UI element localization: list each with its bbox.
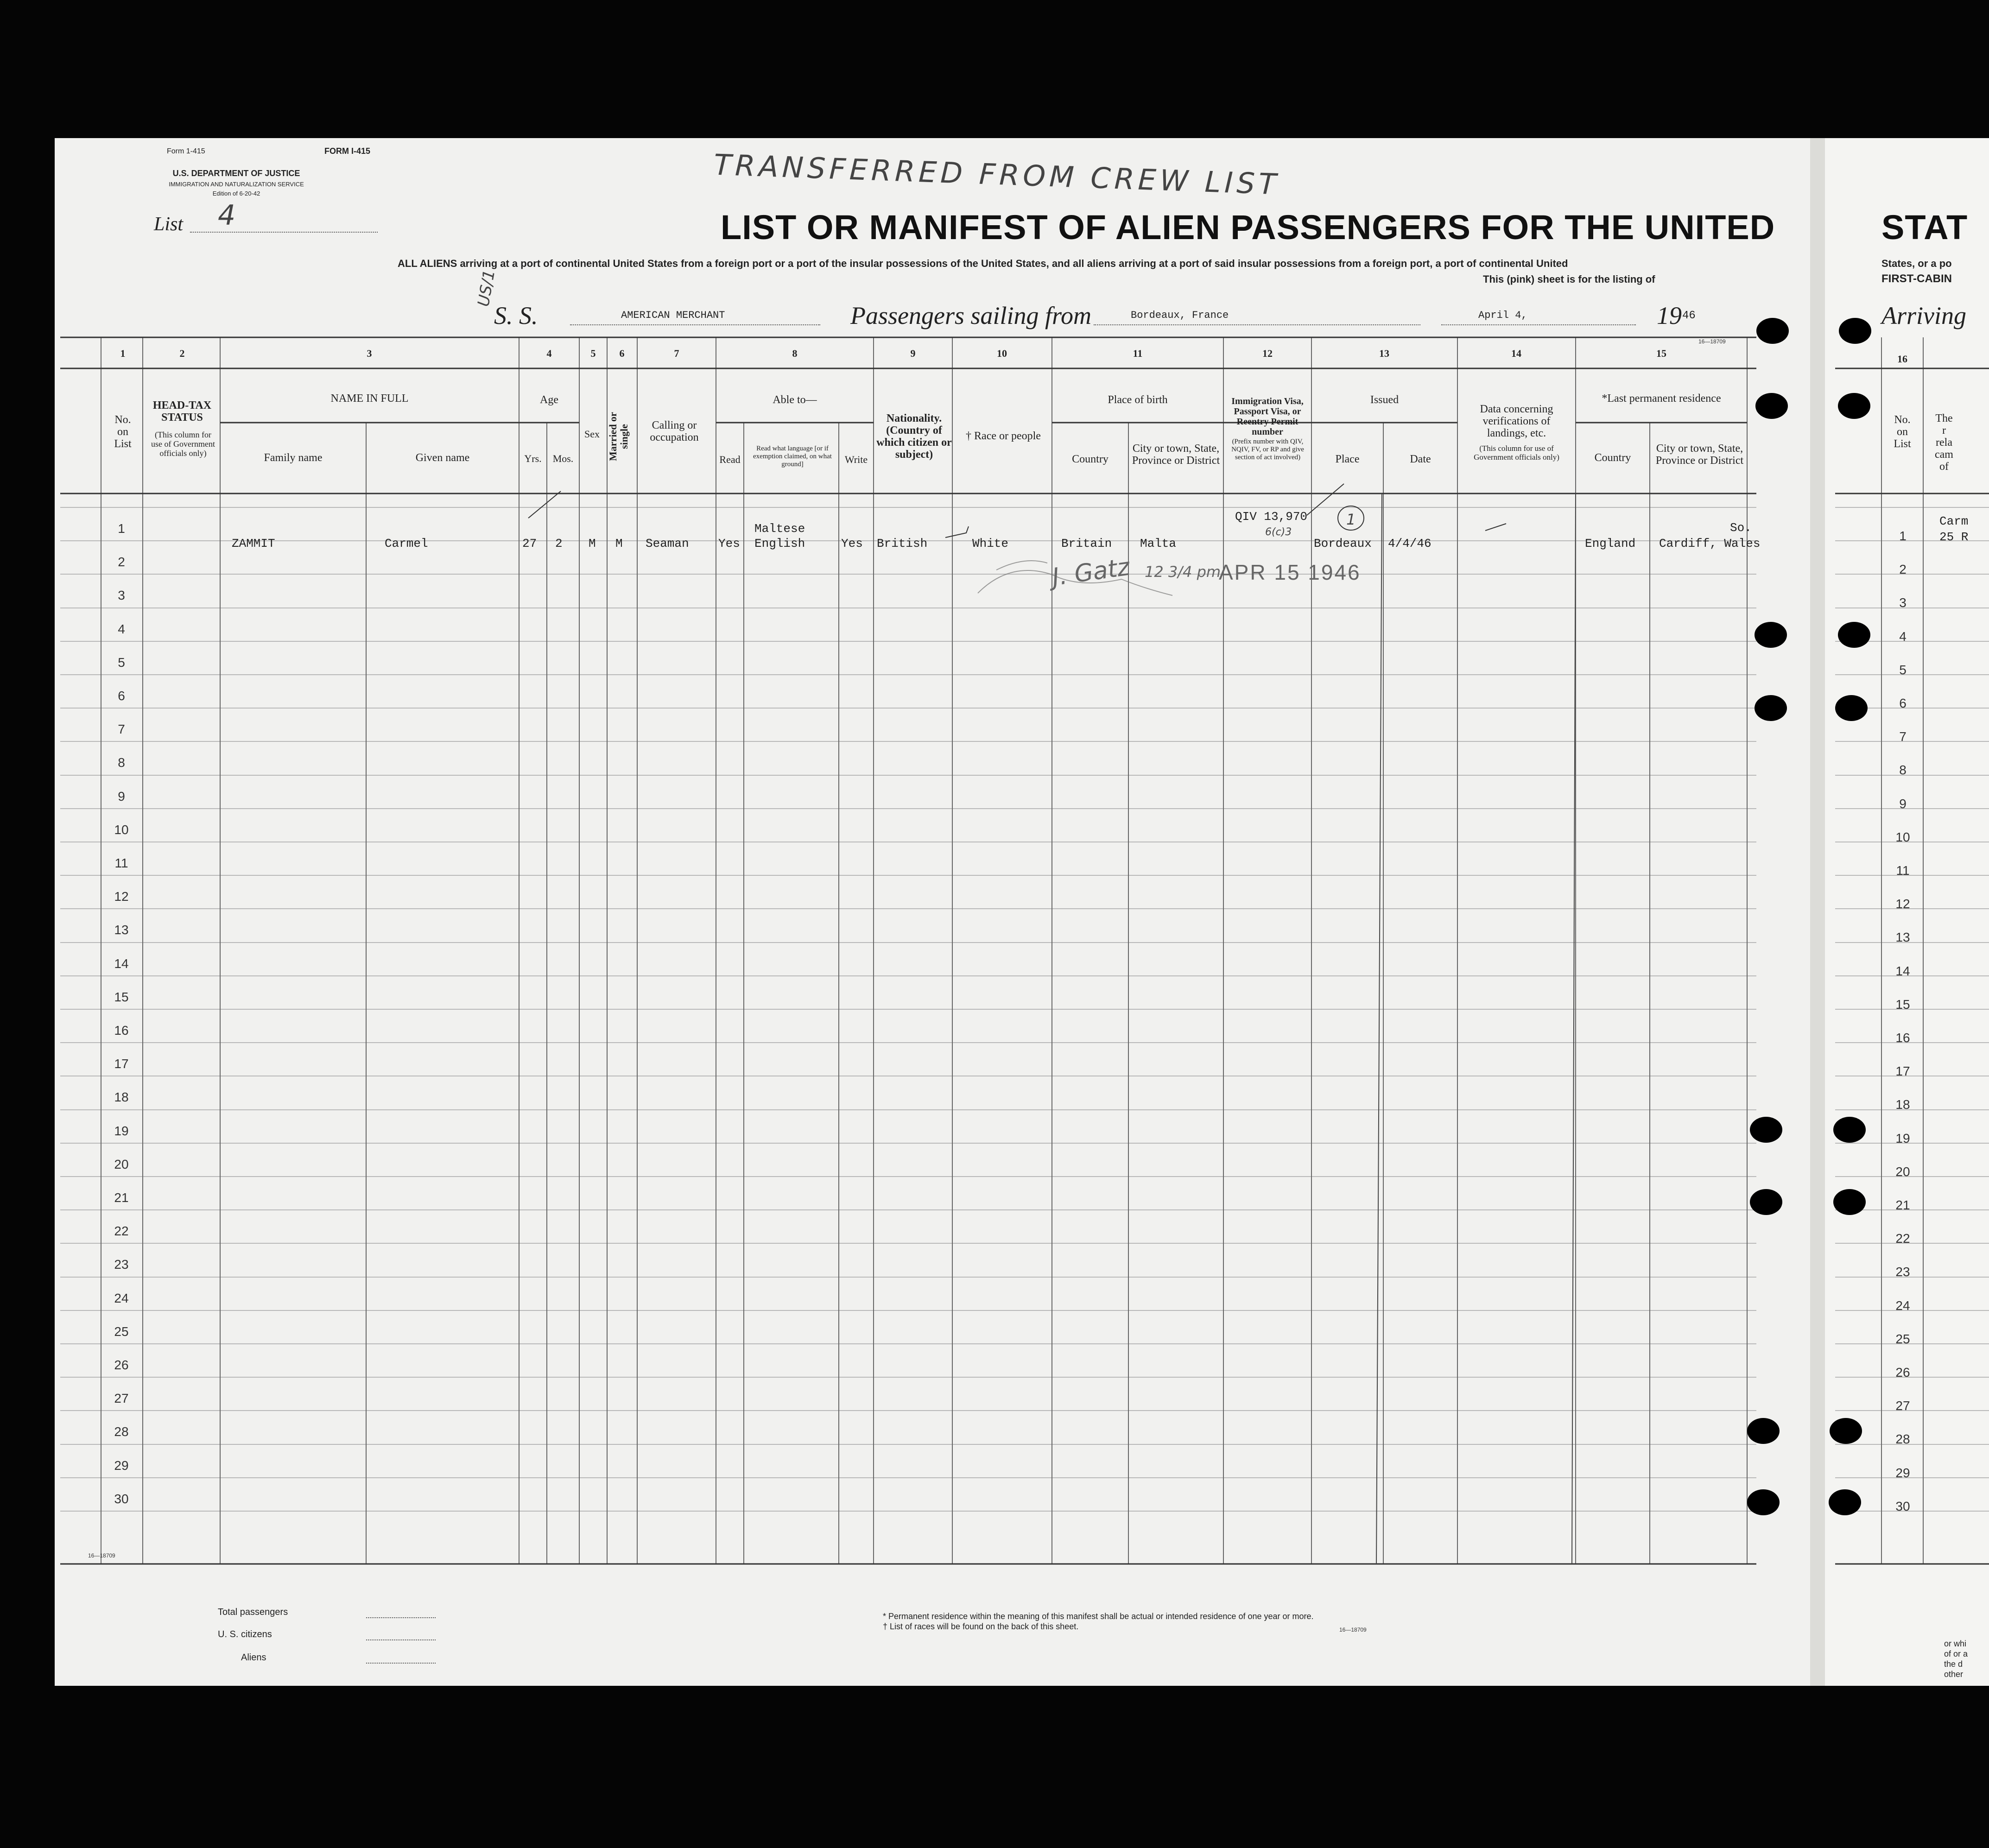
form-number: FORM I-415 — [324, 146, 371, 156]
edition: Edition of 6-20-42 — [212, 190, 260, 197]
passenger-nationality: British — [877, 537, 928, 551]
row-number: 16 — [1895, 1031, 1910, 1045]
passenger-issued-date: 4/4/46 — [1388, 537, 1432, 551]
row-number: 8 — [118, 755, 125, 770]
column-number: 4 — [546, 348, 552, 359]
next-page-footer-line: other — [1944, 1670, 1964, 1679]
passenger-birth-country: Britain — [1061, 537, 1112, 551]
table-print-code: 16—18709 — [88, 1552, 115, 1559]
header-name-in-full: NAME IN FULL — [330, 392, 409, 405]
row-number: 25 — [1895, 1332, 1910, 1346]
passenger-language2: English — [754, 537, 805, 551]
header-married: Married or single — [607, 412, 630, 461]
sailing-date: April 4, — [1478, 310, 1527, 321]
header-issued: Issued — [1370, 394, 1399, 406]
column-number: 15 — [1656, 348, 1666, 359]
header-last-residence: *Last permanent residence — [1602, 392, 1721, 405]
column-number: 6 — [619, 348, 625, 359]
row-number: 30 — [1895, 1499, 1910, 1513]
print-code: 16—18709 — [1698, 338, 1726, 345]
passenger-race: White — [972, 537, 1009, 551]
manifest-title: LIST OR MANIFEST OF ALIEN PASSENGERS FOR THE UNITED — [721, 208, 1775, 247]
header-birth-country: Country — [1072, 453, 1109, 465]
row-number: 26 — [114, 1358, 129, 1372]
inspection-date-stamp: APR 15 1946 — [1219, 560, 1361, 584]
row-number: 6 — [1899, 696, 1907, 710]
passenger-res-country: England — [1585, 537, 1636, 551]
inspector-signature: J. Gatz — [1050, 553, 1132, 592]
row-number: 9 — [1899, 797, 1907, 811]
sailing-label: Passengers sailing from — [850, 302, 1092, 329]
header-family-name: Family name — [264, 452, 323, 464]
ship-name: AMERICAN MERCHANT — [621, 310, 725, 321]
column-number: 14 — [1511, 348, 1521, 359]
punch-hole — [1755, 622, 1787, 648]
punch-hole — [1833, 1117, 1866, 1143]
punch-hole — [1747, 1418, 1780, 1444]
inspection-time: 12 3/4 pm — [1145, 563, 1221, 581]
row-number: 14 — [1895, 964, 1910, 978]
header-calling: Calling or occupation — [650, 419, 699, 443]
row-number: 18 — [114, 1090, 129, 1104]
header-res-country: Country — [1594, 452, 1631, 464]
punch-hole — [1756, 318, 1789, 344]
punch-hole — [1829, 1489, 1861, 1515]
header-sex: Sex — [584, 428, 600, 440]
header-birth-city: City or town, State, Province or District — [1132, 443, 1220, 467]
passenger-language1: Maltese — [754, 522, 805, 536]
row-number: 9 — [118, 789, 125, 804]
passenger-marital: M — [615, 537, 623, 551]
row-number: 10 — [114, 823, 129, 837]
header-read: Read — [719, 454, 741, 465]
passenger-res-so: So. — [1730, 521, 1752, 535]
header-data-concerning: Data concerning verifications of landings, etc. — [1480, 403, 1553, 439]
next-page-no-on-list: No. on List — [1894, 414, 1911, 450]
row-number: 30 — [114, 1492, 129, 1506]
handwritten-note: TRANSFERRED FROM CREW LIST — [713, 147, 1280, 202]
row-number: 27 — [114, 1391, 129, 1405]
subtitle-line2: This (pink) sheet is for the listing of — [1483, 273, 1655, 285]
header-age: Age — [540, 394, 558, 406]
punch-hole — [1747, 1489, 1780, 1515]
list-number: 4 — [218, 199, 236, 232]
footer-note-residence: * Permanent residence within the meaning of this manifest shall be actual or intended residence of one year or more. — [883, 1612, 1314, 1621]
row-number: 15 — [1895, 997, 1910, 1012]
row-number: 12 — [114, 889, 129, 904]
row-number: 1 — [1899, 529, 1907, 543]
row-number: 12 — [1895, 897, 1910, 911]
punch-hole — [1833, 1189, 1866, 1215]
header-race: † Race or people — [966, 430, 1041, 442]
form-number-old: Form 1-415 — [167, 147, 205, 155]
next-page-col-num: 16 — [1897, 353, 1907, 365]
row-number: 20 — [1895, 1164, 1910, 1179]
next-page-line1: States, or a po — [1881, 258, 1952, 269]
column-number: 5 — [590, 348, 596, 359]
year-prefix: 19 — [1657, 302, 1682, 329]
column-number: 13 — [1379, 348, 1389, 359]
row-number: 16 — [114, 1023, 129, 1038]
header-issued-date: Date — [1410, 453, 1431, 465]
header-nationality: Nationality. (Country of which citizen or subject) — [876, 412, 952, 461]
row-number: 15 — [114, 990, 129, 1004]
row-number: 28 — [114, 1424, 129, 1439]
row-number: 21 — [1895, 1198, 1910, 1212]
header-given-name: Given name — [415, 452, 470, 464]
row-number: 13 — [1895, 930, 1910, 944]
subtitle-line1: ALL ALIENS arriving at a port of continental United States from a foreign port or a port of the insular possessions of the United States, and all aliens arriving at a port of said insular possessions from a foreign port, a port of continental United — [398, 258, 1568, 269]
ss-label: S. S. — [494, 302, 538, 329]
row-number: 17 — [114, 1057, 129, 1071]
header-yrs: Yrs. — [524, 453, 542, 464]
row-number: 25 — [114, 1324, 129, 1339]
next-page-footer-line: the d — [1944, 1659, 1963, 1669]
header-place-of-birth: Place of birth — [1108, 394, 1168, 406]
next-page-arriving: Arriving — [1881, 302, 1966, 329]
passenger-birth-city: Malta — [1140, 537, 1177, 551]
passenger-given-name: Carmel — [385, 537, 428, 551]
row-number: 10 — [1895, 830, 1910, 844]
passenger-visa-section: 6(c)3 — [1265, 526, 1292, 538]
footer-us-dotted — [366, 1639, 436, 1640]
footer-total-passengers: Total passengers — [218, 1607, 288, 1617]
row-number: 29 — [114, 1458, 129, 1473]
punch-hole — [1750, 1117, 1782, 1143]
next-page-line2: FIRST-CABIN — [1881, 272, 1952, 285]
row-number: 22 — [114, 1224, 129, 1238]
passenger-occupation: Seaman — [646, 537, 689, 551]
sailing-from: Bordeaux, France — [1131, 310, 1229, 321]
column-number: 7 — [674, 348, 679, 359]
row-number: 4 — [1899, 629, 1907, 644]
row-number: 5 — [118, 655, 125, 670]
department: U.S. DEPARTMENT OF JUSTICE — [172, 169, 300, 178]
punch-hole — [1750, 1189, 1782, 1215]
next-page-col-text: The r rela cam of — [1935, 412, 1953, 473]
punch-hole — [1835, 695, 1868, 721]
header-issued-place: Place — [1335, 453, 1360, 465]
next-page-entry2: 25 R — [1939, 530, 1969, 544]
row-number: 26 — [1895, 1365, 1910, 1380]
column-number: 8 — [792, 348, 798, 359]
row-number: 6 — [118, 689, 125, 703]
row-number: 4 — [118, 622, 125, 636]
column-number: 3 — [367, 348, 372, 359]
row-number: 27 — [1895, 1399, 1910, 1413]
next-page-footer-line: of or a — [1944, 1649, 1968, 1658]
header-head-tax: HEAD-TAX STATUS — [152, 399, 212, 424]
column-number: 1 — [120, 348, 126, 359]
column-number: 10 — [997, 348, 1007, 359]
column-number: 2 — [179, 348, 185, 359]
row-number: 2 — [1899, 562, 1907, 576]
next-page-footer-line: or whi — [1944, 1639, 1967, 1648]
row-number: 11 — [1896, 863, 1910, 878]
row-number: 24 — [114, 1291, 129, 1305]
row-number: 13 — [114, 923, 129, 937]
year-suffix: 46 — [1682, 310, 1696, 322]
punch-hole — [1755, 695, 1787, 721]
row-number: 1 — [118, 521, 125, 536]
passenger-sex: M — [589, 537, 596, 551]
next-page-entry1: Carm — [1939, 514, 1969, 528]
row-number: 20 — [114, 1157, 129, 1171]
row-number: 2 — [118, 555, 125, 569]
punch-hole — [1755, 393, 1788, 419]
footer-aliens: Aliens — [241, 1652, 266, 1663]
footer-print-code: 16—18709 — [1339, 1626, 1367, 1633]
row-number: 23 — [114, 1257, 129, 1272]
row-number: 22 — [1895, 1231, 1910, 1246]
row-number: 19 — [1895, 1131, 1910, 1146]
next-page-title: STAT — [1881, 208, 1968, 247]
passenger-read: Yes — [718, 537, 740, 551]
row-number: 23 — [1895, 1265, 1910, 1279]
row-number: 3 — [118, 588, 125, 602]
row-number: 14 — [114, 956, 129, 971]
passenger-age-mos: 2 — [555, 537, 563, 551]
row-number: 8 — [1899, 763, 1907, 777]
header-mos: Mos. — [552, 453, 574, 464]
row-number: 5 — [1899, 663, 1907, 677]
header-data-note: (This column for use of Government officials only) — [1474, 444, 1559, 462]
row-number: 7 — [1899, 729, 1907, 744]
punch-hole — [1830, 1418, 1862, 1444]
row-number: 24 — [1895, 1298, 1910, 1313]
punch-hole — [1839, 318, 1871, 344]
punch-hole — [1838, 393, 1870, 419]
passenger-visa: QIV 13,970 — [1235, 510, 1308, 524]
row-number: 11 — [114, 856, 128, 870]
passenger-issued-number: 1 — [1346, 511, 1356, 528]
passenger-res-city: Cardiff, Wales — [1659, 537, 1761, 551]
passenger-family-name: ZAMMIT — [232, 537, 275, 551]
passenger-write: Yes — [841, 537, 863, 551]
footer-us-citizens: U. S. citizens — [218, 1629, 272, 1639]
row-number: 7 — [118, 722, 125, 736]
header-visa-note: (Prefix number with QIV, NQIV, FV, or RP and give section of act involved) — [1231, 438, 1304, 461]
punch-hole — [1838, 622, 1870, 648]
row-number: 29 — [1895, 1466, 1910, 1480]
footer-note-races: † List of races will be found on the back of this sheet. — [883, 1622, 1079, 1631]
footer-aliens-dotted — [366, 1663, 436, 1664]
passenger-issued-place: Bordeaux — [1314, 537, 1372, 551]
column-number: 11 — [1133, 348, 1143, 359]
header-read-language: Read what language [or if exemption claimed, on what ground] — [753, 445, 832, 468]
row-number: 17 — [1895, 1064, 1910, 1078]
service: IMMIGRATION AND NATURALIZATION SERVICE — [169, 181, 304, 188]
header-able-to: Able to— — [773, 394, 817, 406]
header-write: Write — [844, 454, 868, 465]
column-number: 12 — [1262, 348, 1273, 359]
list-label: List — [154, 214, 184, 235]
row-number: 28 — [1895, 1432, 1910, 1446]
row-number: 21 — [114, 1190, 129, 1205]
footer-total-dotted — [366, 1617, 436, 1618]
passenger-age-yrs: 27 — [522, 537, 537, 551]
row-number: 18 — [1895, 1097, 1910, 1112]
header-head-tax-note: (This column for use of Government officials only) — [151, 430, 215, 458]
next-page-footer — [1944, 1639, 1968, 1679]
row-number: 19 — [114, 1124, 129, 1138]
margin-mark: US/1 — [474, 268, 499, 308]
header-no-on-list: No. on List — [114, 414, 132, 450]
header-res-city: City or town, State, Province or District — [1655, 443, 1744, 467]
column-number: 9 — [910, 348, 916, 359]
header-visa: Immigration Visa, Passport Visa, or Reentry Permit number — [1231, 396, 1304, 437]
row-number: 3 — [1899, 595, 1907, 610]
